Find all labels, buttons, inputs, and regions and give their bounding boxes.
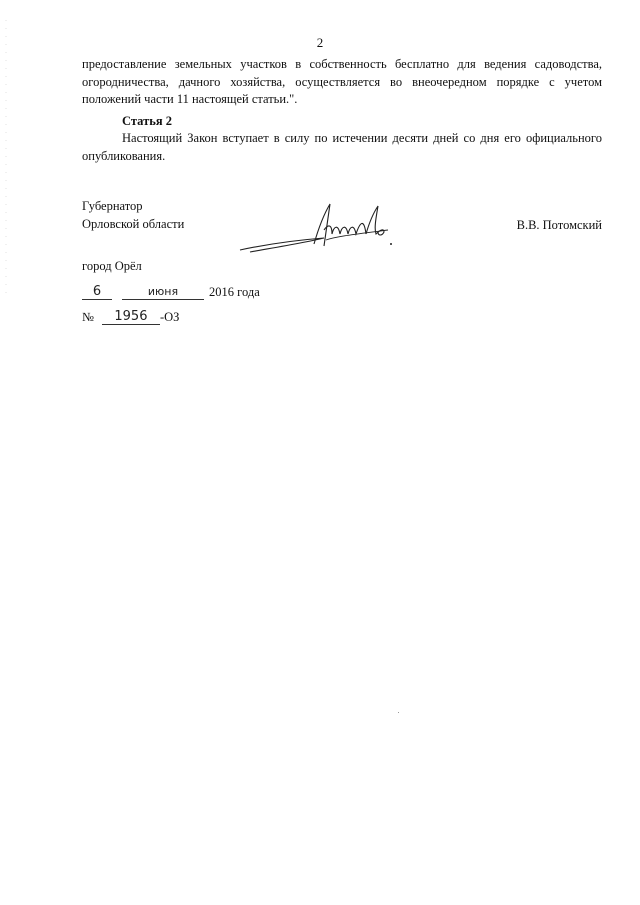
date-day: 6 [82,285,112,300]
handwritten-signature [238,200,398,260]
date-month: июня [122,285,204,300]
signatory-name: В.В. Потомский [516,218,602,232]
law-number-suffix: -ОЗ [159,310,180,324]
signing-date [82,285,260,300]
law-number-prefix: № [82,310,94,324]
signatory-title-line-2: Орловской области [82,216,185,231]
date-year: 2016 года [209,285,260,299]
law-number [82,310,179,325]
signatory-title [82,198,184,233]
page-number: 2 [316,35,324,50]
article-paragraph: Настоящий Закон вступает в силу по истечении десяти дней со дня его официального опубликования. [82,131,602,163]
city-of-signing: город Орёл [82,259,142,273]
signatory-title-line-1: Губернатор [82,199,143,213]
continuation-paragraph: предоставление земельных участков в собственность бесплатно для ведения садоводства, огородничества, дачного хозяйства, осуществляется во внеочередном порядке с учетом положений части 11 настоящей статьи.". [82,57,602,106]
article-heading: Статья 2 [122,114,172,128]
scan-speck [398,712,399,713]
law-number-value: 1956 [102,310,160,325]
